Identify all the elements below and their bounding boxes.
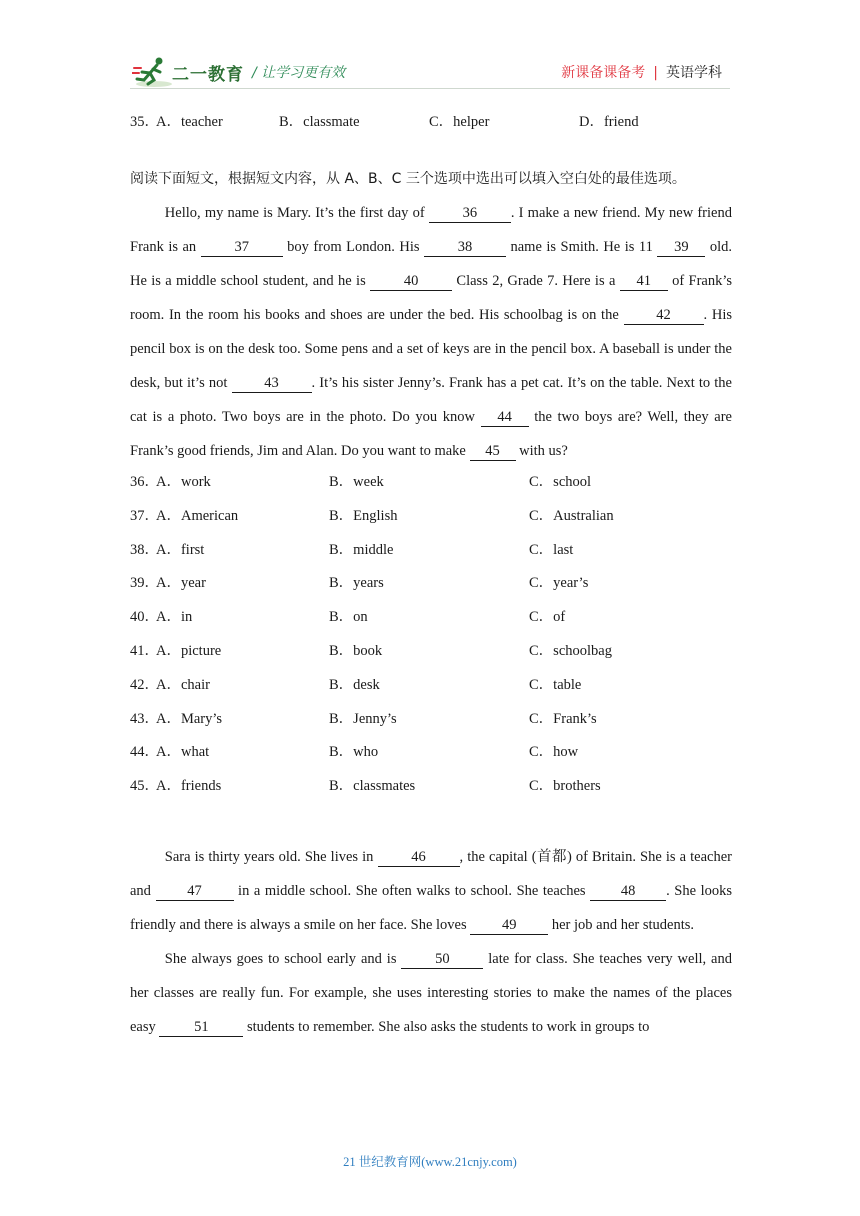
question-row xyxy=(130,603,732,637)
blank-47: 47 xyxy=(156,882,234,901)
option-c: C．how xyxy=(529,744,579,761)
question-35 xyxy=(130,108,732,142)
passage-2-paragraph-1: Sara is thirty years old. She lives in 46 , the capital (首都) of Britain. She is a teacher and 47 in a middle school. She often walks to school. She teaches 48 . She looks friendly and there is always a smile on her face. She loves 49 her job and her students. xyxy=(130,848,733,933)
question-row xyxy=(130,468,732,502)
option-b: B．English xyxy=(329,507,398,524)
passage-1: Hello, my name is Mary. It’s the first day of 36 . I make a new friend. My new friend Frank is an 37 boy from London. His 38 name is Smith. He is 11 39 old. He is a middle school student, and he is 40 Class 2, Grade 7. Here is a 41 of Frank’s room. In the room his books and shoes are under the bed. His schoolbag is on the 42 . His pencil box is on the desk too. Some pens and a set of keys are in the pencil box. A baseball is under the desk, but it’s not 43 . It’s his sister Jenny’s. Frank has a pet cat. It’s on the table. Next to the cat is a photo. Two boys are in the photo. Do you know 44 the two boys are? Well, they are Frank’s good friends, Jim and Alan. Do you want to make 45 with us? xyxy=(130,205,733,459)
question-number: 41． xyxy=(130,642,159,659)
question-number: 39． xyxy=(130,575,159,592)
question-number: 40． xyxy=(130,609,159,626)
question-number: 42． xyxy=(130,676,159,693)
question-number: 36． xyxy=(130,474,159,490)
blank-49: 49 xyxy=(470,916,548,935)
question-row xyxy=(130,536,732,570)
option-c: C．schoolbag xyxy=(529,642,612,659)
question-list xyxy=(130,468,732,806)
option-b: B．who xyxy=(329,744,379,761)
question-row xyxy=(130,569,732,603)
header-separator: | xyxy=(653,65,658,81)
option-b: B．desk xyxy=(329,676,380,693)
option-c: C．Australian xyxy=(529,507,614,524)
option-b: B．Jenny’s xyxy=(329,710,397,727)
blank-50: 50 xyxy=(401,950,483,969)
question-number: 45． xyxy=(130,778,159,795)
blank-48: 48 xyxy=(590,882,666,901)
question-number: 37． xyxy=(130,507,159,524)
blank-46: 46 xyxy=(378,848,460,867)
blank-39: 39 xyxy=(657,238,705,257)
option-c: C．school xyxy=(529,474,592,490)
option-b: B．middle xyxy=(329,541,394,558)
passage-2-paragraph-2: She always goes to school early and is 50 late for class. She teaches very well, and her classes are really fun. For example, she uses interesting stories to make the names of the places easy 51 students to remember. She also asks the students to work in groups to xyxy=(130,950,732,1035)
blank-40: 40 xyxy=(370,272,452,291)
question-number: 38． xyxy=(130,541,159,558)
option-a: A．in xyxy=(156,609,193,626)
option-a: A．work xyxy=(156,474,211,490)
option-b: B．week xyxy=(329,474,384,490)
question-row xyxy=(130,502,732,536)
question-number: 44． xyxy=(130,744,159,761)
option-a: A．picture xyxy=(156,642,222,659)
option-a: A．chair xyxy=(156,676,210,693)
question-row xyxy=(130,705,732,739)
option-c: C．Frank’s xyxy=(529,710,597,727)
option-c: C．table xyxy=(529,676,582,693)
question-row xyxy=(130,772,732,806)
header-tagline: 新课备课备考 xyxy=(561,65,646,81)
blank-38: 38 xyxy=(424,238,506,257)
question-row xyxy=(130,637,732,671)
question-row xyxy=(130,738,732,772)
blank-41: 41 xyxy=(620,272,668,291)
blank-37: 37 xyxy=(201,238,283,257)
option-a: A．first xyxy=(156,541,205,558)
blank-36: 36 xyxy=(429,204,511,223)
option-a: A．year xyxy=(156,575,206,592)
logo-text: 二一教育 xyxy=(172,65,244,85)
option-b: B．years xyxy=(329,575,384,592)
instruction: 阅读下面短文，根据短文内容，从 A、B、C 三个选项中选出可以填入空白处的最佳选项。 xyxy=(130,171,686,187)
option-a: A．friends xyxy=(156,778,222,795)
option-a: A．American xyxy=(156,507,239,524)
blank-51: 51 xyxy=(159,1018,243,1037)
option-c: C．of xyxy=(529,609,566,626)
page-footer: 21 世纪教育网(www.21cnjy.com) xyxy=(343,1155,517,1169)
blank-45: 45 xyxy=(470,442,516,461)
option-c: C．brothers xyxy=(529,778,601,795)
option-b: B．classmates xyxy=(329,778,416,795)
option-a: A．teacher xyxy=(156,114,223,130)
header-divider xyxy=(130,88,730,89)
option-b: B．book xyxy=(329,642,383,659)
option-d: D．friend xyxy=(579,114,639,130)
running-man-logo-icon xyxy=(132,56,172,88)
question-number: 35． xyxy=(130,114,159,130)
blank-44: 44 xyxy=(481,408,529,427)
header-right xyxy=(561,62,722,82)
page-header xyxy=(0,0,860,100)
blank-43: 43 xyxy=(232,374,312,393)
option-c: C．last xyxy=(529,541,574,558)
question-number: 43． xyxy=(130,710,159,727)
document-body xyxy=(130,108,732,1044)
option-c: C．helper xyxy=(429,114,490,130)
option-a: A．what xyxy=(156,744,210,761)
option-b: B．on xyxy=(329,609,368,626)
option-b: B．classmate xyxy=(279,114,360,130)
header-subject: 英语学科 xyxy=(666,65,722,81)
option-c: C．year’s xyxy=(529,575,589,592)
question-row xyxy=(130,671,732,705)
slogan: / 让学习更有效 xyxy=(252,65,346,81)
option-a: A．Mary’s xyxy=(156,710,223,727)
blank-42: 42 xyxy=(624,306,704,325)
